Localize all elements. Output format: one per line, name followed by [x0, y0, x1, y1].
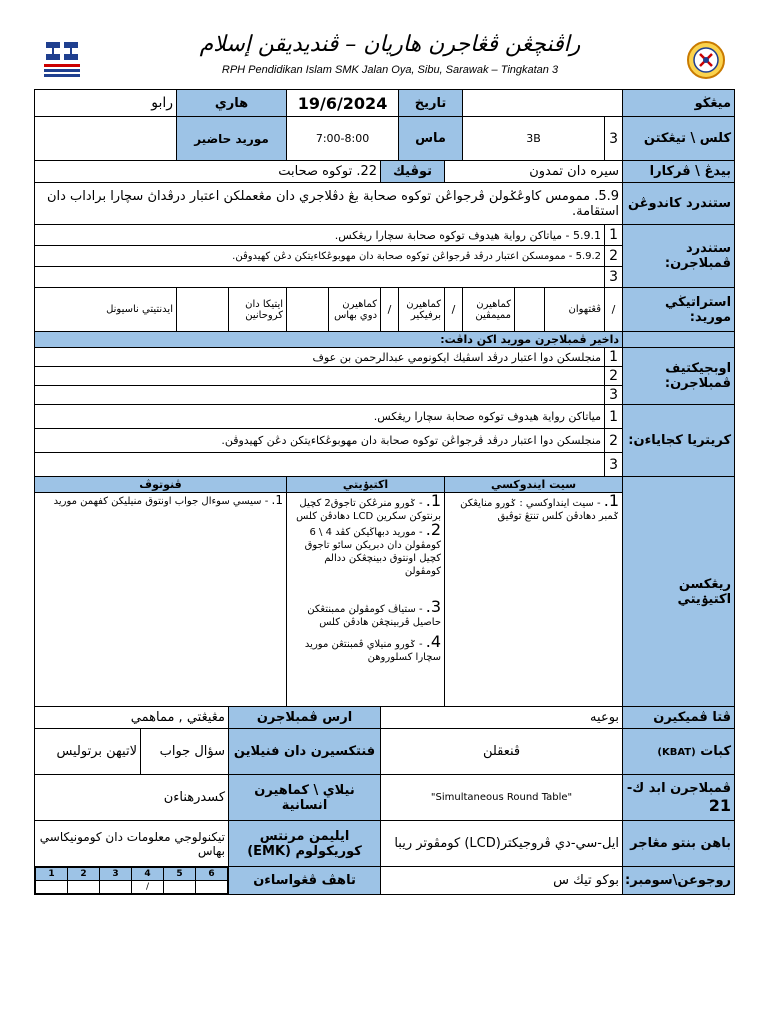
strategy-item-5: ايتيكا دان كروحانين: [229, 288, 287, 332]
strategy-check-3[interactable]: /: [445, 288, 463, 332]
field-value[interactable]: سيره دان تمدون: [445, 161, 623, 183]
closure-cell[interactable]: 1. - سيسي سوءال جواب اونتوق منيليكن كفهمن موريد: [35, 493, 287, 707]
teaching-aids-value[interactable]: ايل-سي-دي ڤروجيكتر(LCD) كومڤوتر ريبا: [381, 821, 623, 867]
ls-num-1: 1: [605, 225, 623, 246]
plan-subtitle: RPH Pendidikan Islam SMK Jalan Oya, Sibu, Sarawak – Tingkatan 3: [221, 64, 559, 76]
kbat-label: كبات (KBAT): [623, 729, 735, 775]
obj-text-3[interactable]: [35, 386, 605, 405]
strategy-item-3: كماهيرن برفيكير: [399, 288, 445, 332]
strategy-check-4[interactable]: /: [381, 288, 399, 332]
set-induction-cell[interactable]: 1. - سيت اينداوكسي : ݢورو منايڠكن ݢمبر دهادڤن كلس تنتڠ توڤيق: [445, 493, 623, 707]
ministry-logo-icon: [40, 38, 84, 80]
thinking-map-label: ڤتا ڤميكيرن: [623, 707, 735, 729]
values-label: نيلاي \ كماهيرن انسانية: [229, 775, 381, 821]
mastery-mark-4[interactable]: /: [132, 881, 164, 894]
crit-text-2[interactable]: منجلسكن دوا اعتبار درڤد ڤرجواڠن توكوه صحابة دان مهوبوڠكاءيتكن دڠن كهيدوڤن.: [35, 429, 605, 453]
field-label: بيدڠ \ ڤركارا: [623, 161, 735, 183]
mastery-level-3: 3: [100, 868, 132, 881]
pak21-value[interactable]: "Simultaneous Round Table": [381, 775, 623, 821]
content-standard-label: ستندرد كاندوڠن: [623, 183, 735, 225]
crit-text-3[interactable]: [35, 453, 605, 477]
activity-cell[interactable]: 1. - ݢورو منرڠكن تاجوق2 كچيل برنتوكن سكرين LCD دهادڤن كلس 2. - موريد دبهاڬيكن كڤد 4 \ 6 كومڤولن دان دبريكن سائو تاجوق كچيل اونتوق دبينچڠكن ددالم كومڤولن 3. - ستياڤ كومڤولن ممبنتڠكن حاصيل ڤربينچڠن هادڤن كلس 4. - ݢورو منيلاي ڤمبنتڠن موريد سچارا كسلوروهن: [287, 493, 445, 707]
strategy-row: [35, 288, 735, 332]
learning-level-value[interactable]: مڠيڠتي , مماهمي: [35, 707, 229, 729]
criteria-label: كريتريا كجاياءن:: [623, 405, 735, 477]
present-value[interactable]: [35, 117, 177, 161]
date-label: تاريخ: [399, 90, 463, 117]
strategy-item-6: ايدنتيتي ناسيونل: [35, 288, 177, 332]
obj-text-2[interactable]: [35, 367, 605, 386]
closure-heading: ڤنوتوڤ: [35, 477, 287, 493]
references-value[interactable]: بوكو تيك س: [381, 867, 623, 895]
content-standard-row: [35, 183, 735, 225]
mastery-mark-2[interactable]: [68, 881, 100, 894]
crit-text-1[interactable]: مياتاكن رواية هيدوف توكوه صحابة سچارا ريڠكس.: [35, 405, 605, 429]
topic-label: توڤيك: [381, 161, 445, 183]
ls-text-3[interactable]: [35, 267, 605, 288]
ls-text-2[interactable]: 5.9.2 - ممومسكن اعتبار درڤد ڤرجواڠن توكوه صحابة دان مهوبوڠكاءيتكن دڠن كهيدوڤن.: [35, 246, 605, 267]
class-number[interactable]: 3: [605, 117, 623, 161]
strategy-check-1[interactable]: /: [605, 288, 623, 332]
ls-num-2: 2: [605, 246, 623, 267]
crit-num-3: 3: [605, 453, 623, 477]
strategy-item-1: ڤڠتهوان: [545, 288, 605, 332]
assessment-value-1[interactable]: سؤال جواب: [141, 729, 229, 775]
day-label: هاري: [177, 90, 287, 117]
present-label: موريد حاضير: [177, 117, 287, 161]
day-value[interactable]: رابو: [35, 90, 177, 117]
time-value[interactable]: 7:00-8:00: [287, 117, 399, 161]
strategy-label: استراتيڬي موريد:: [623, 288, 735, 332]
obj-num-2: 2: [605, 367, 623, 386]
mastery-level-2: 2: [68, 868, 100, 881]
set-induction-heading: سيت ايندوكسي: [445, 477, 623, 493]
pak21-label: ڤمبلاجرن ابد ك- 21: [623, 775, 735, 821]
emk-value[interactable]: تيكنولوجي معلومات دان كومونيكاسي بهاس: [35, 821, 229, 867]
mastery-label: تاهڤ ڤڠواساءن: [229, 867, 381, 895]
week-label: ميڠڬو: [623, 90, 735, 117]
crit-num-1: 1: [605, 405, 623, 429]
date-value[interactable]: 19/6/2024: [287, 90, 399, 117]
mastery-level-6: 6: [196, 868, 228, 881]
values-value[interactable]: كسدرهناءن: [35, 775, 229, 821]
ls-text-1[interactable]: 5.9.1 - مياتاكن رواية هيدوف توكوه صحابة سچارا ريڠكس.: [35, 225, 605, 246]
objectives-label: اوبجيكتيف ڤمبلاجرن:: [623, 348, 735, 405]
intro-row: [35, 332, 735, 348]
time-label: ماس: [399, 117, 463, 161]
learning-level-label: ارس ڤمبلاجرن: [229, 707, 381, 729]
content-standard-text[interactable]: 5.9. ممومس كاوڠݢولن ڤرجواڠن توكوه صحابة بڠ دڤلاجري دان مڠعملكن اعتبار درڤداڽ سچارا براداب دان استقامة.: [35, 183, 623, 225]
teaching-aids-label: باهن بنتو مڠاجر: [623, 821, 735, 867]
school-crest-icon: [686, 40, 726, 80]
emk-label: ايليمن مرنتس كوريكولوم (EMK): [229, 821, 381, 867]
class-name[interactable]: 3B: [463, 117, 605, 161]
obj-num-1: 1: [605, 348, 623, 367]
field-row: [35, 161, 735, 183]
mastery-mark-3[interactable]: [100, 881, 132, 894]
thinking-map-value[interactable]: بوعيه: [381, 707, 623, 729]
obj-num-3: 3: [605, 386, 623, 405]
lesson-plan-table: [34, 89, 735, 895]
activity-heading: اكتيۏيتي: [287, 477, 445, 493]
week-value[interactable]: [463, 90, 623, 117]
class-row: [35, 117, 735, 161]
obj-text-1[interactable]: منجلسكن دوا اعتبار درڤد اسڤيك ايكونومي عبدالرحمن بن عوف: [35, 348, 605, 367]
references-label: روجوعن\سومبر:: [623, 867, 735, 895]
topic-value[interactable]: 22. توكوه صحابت: [35, 161, 381, 183]
plan-title: راڤنچڠن ڤڠاجرن هاريان – ڤنديديقن إسلام: [199, 32, 581, 57]
mastery-levels: [35, 867, 229, 895]
mastery-level-4: 4: [132, 868, 164, 881]
intro-heading: داخير ڤمبلاجرن موريد اكن داڤت:: [35, 332, 623, 348]
learning-standard-row: [35, 225, 735, 246]
mastery-mark-1[interactable]: [36, 881, 68, 894]
assessment-value-2[interactable]: لاتيهن برتوليس: [35, 729, 141, 775]
mastery-mark-6[interactable]: [196, 881, 228, 894]
learning-standard-label: ستندرد ڤمبلاجرن:: [623, 225, 735, 288]
kbat-value[interactable]: ڤنعقلن: [381, 729, 623, 775]
class-label: كلس \ تيڠكتن: [623, 117, 735, 161]
mastery-level-5: 5: [164, 868, 196, 881]
assessment-label: فنتكسيرن دان فنيلاين: [229, 729, 381, 775]
strategy-item-2: كماهيرن مميمڤين: [463, 288, 515, 332]
crit-num-2: 2: [605, 429, 623, 453]
ls-num-3: 3: [605, 267, 623, 288]
strategy-item-4: كماهيرن دوي بهاس: [329, 288, 381, 332]
mastery-mark-5[interactable]: [164, 881, 196, 894]
activities-label: ريڠكسن اكتيۏيتي: [623, 477, 735, 707]
document-header: [0, 0, 768, 90]
week-row: [35, 90, 735, 117]
mastery-level-1: 1: [36, 868, 68, 881]
